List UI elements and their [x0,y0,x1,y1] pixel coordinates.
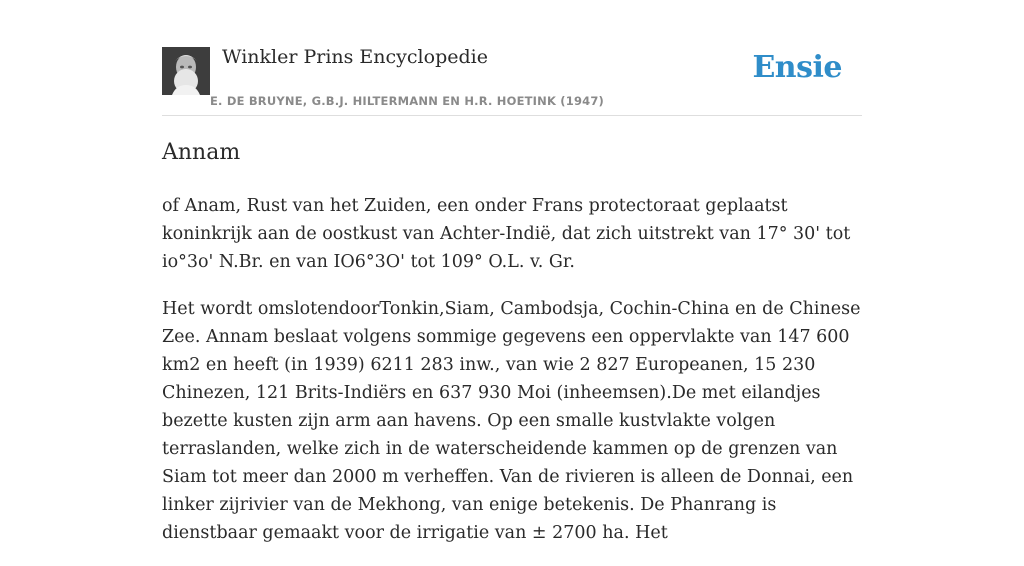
entry-paragraph: Het wordt omslotendoorTonkin,Siam, Cambodsja, Cochin-China en de Chinese Zee. Annam beslaat volgens sommige gegevens een oppervlakte van 147 600 km2 en heeft (in 1939) 6211 283 inw., van wie 2 827 Europeanen, 15 230 Chinezen, 121 Brits-Indiërs en 637 930 Moi (inheemsen).De met eilandjes bezette kusten zijn arm aan havens. Op een smalle kustvlakte volgen terraslanden, welke zich in de waterscheidende kammen op de grenzen van Siam tot meer dan 2000 m verheffen. Van de rivieren is alleen de Donnai, een linker zijrivier van de Mekhong, van enige betekenis. De Phanrang is dienstbaar gemaakt voor de irrigatie van ± 2700 ha. Het [162,299,861,543]
author-byline: E. DE BRUYNE, G.B.J. HILTERMANN EN H.R. HOETINK (1947) [210,94,605,108]
site-header [162,44,862,116]
entry-body [162,192,867,566]
page [162,0,862,543]
author-portrait-icon [162,47,210,95]
entry-paragraph: of Anam, Rust van het Zuiden, een onder Frans protectoraat geplaatst koninkrijk aan de oostkust van Achter-Indië, dat zich uitstrekt van 17° 30' tot io°3o' N.Br. en van IO6°3O' tot 109° O.L. v. Gr. [162,196,851,272]
site-title-link[interactable]: Winkler Prins Encyclopedie [222,46,488,68]
entry-title: Annam [162,140,241,165]
author-avatar[interactable] [162,47,210,95]
brand-logo-link[interactable]: Ensie [752,50,842,85]
